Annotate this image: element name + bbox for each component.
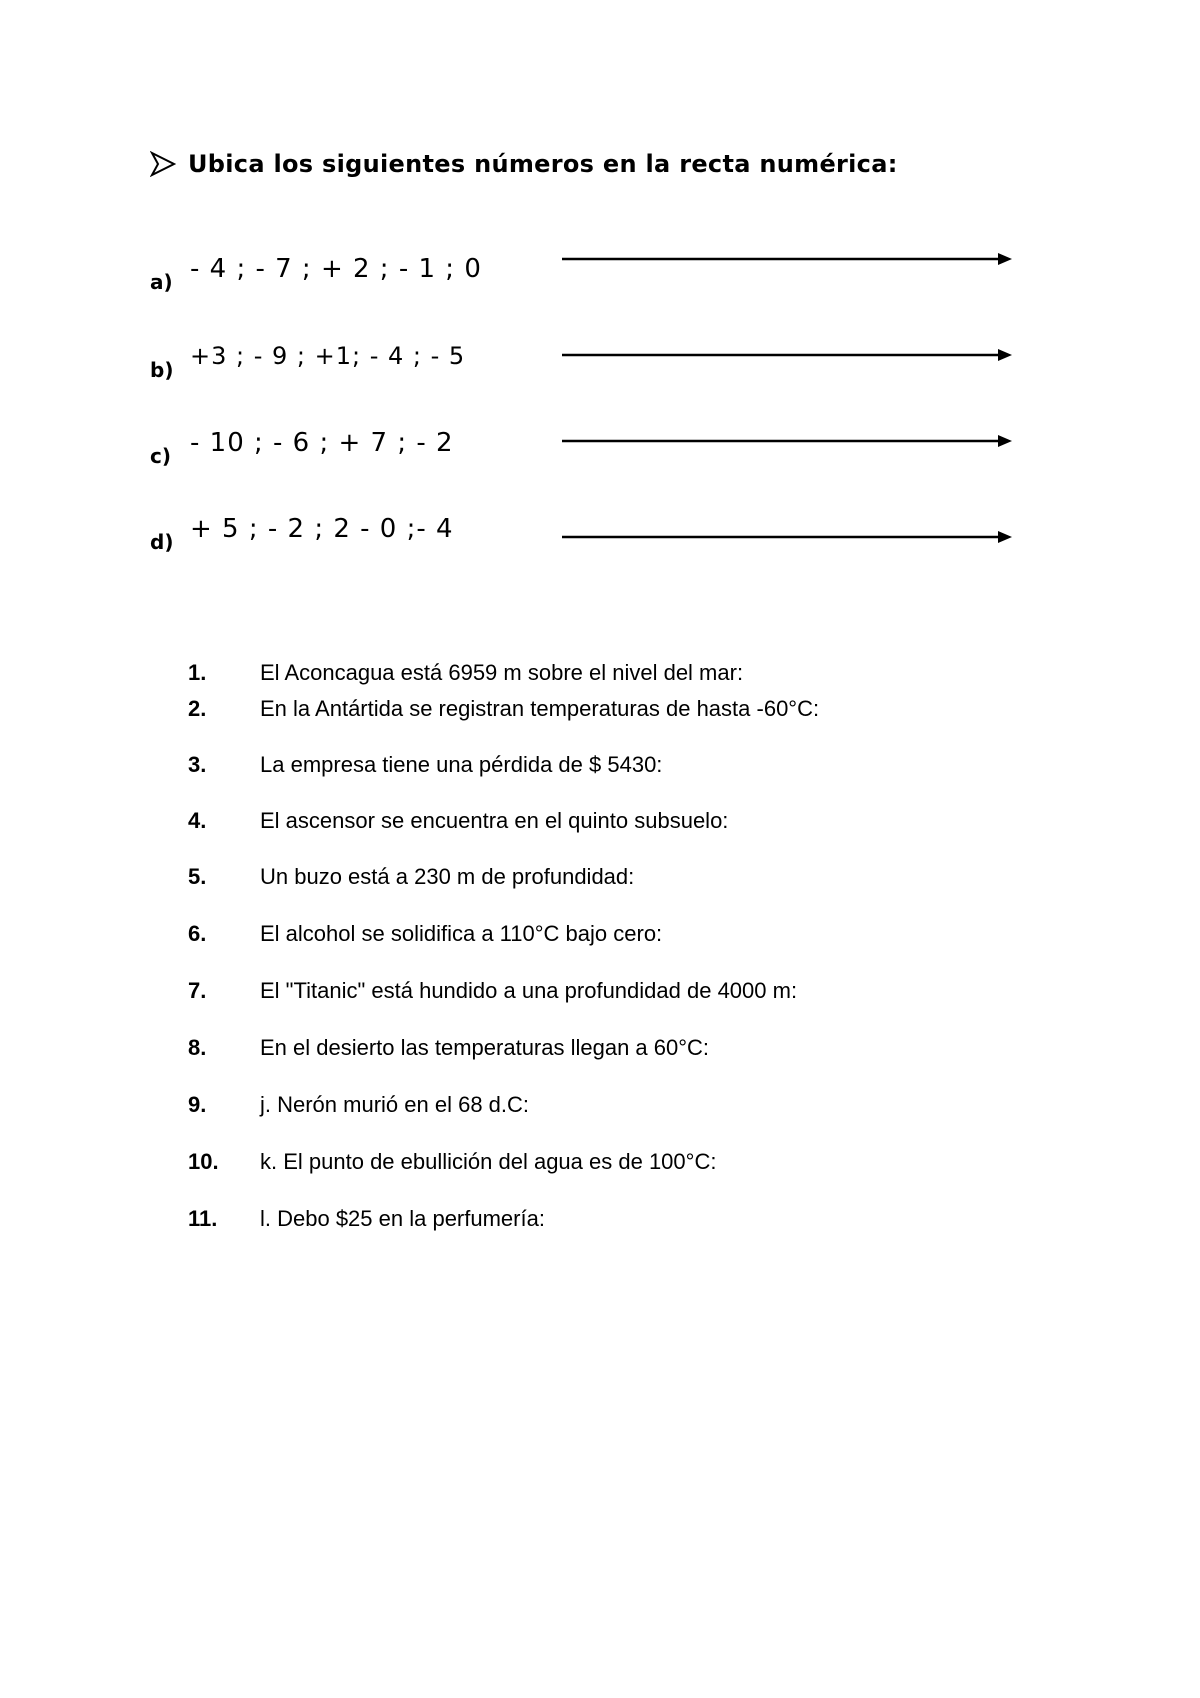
instruction-heading	[150, 150, 898, 178]
item-text: El ascensor se encuentra en el quinto subsuelo:	[260, 808, 729, 833]
item-text: El Aconcagua está 6959 m sobre el nivel del mar:	[260, 660, 744, 685]
arrowhead-bullet-icon	[150, 151, 176, 177]
list-item	[188, 752, 662, 778]
item-text: j. Nerón murió en el 68 d.C:	[260, 1092, 530, 1117]
number-line-arrow-icon	[562, 252, 1012, 266]
number-line-arrow-icon	[562, 348, 1012, 362]
item-number: 9.	[188, 1092, 207, 1117]
exercise-numbers: + 5 ; - 2 ; 2 - 0 ;- 4	[190, 514, 454, 544]
number-line-arrow-icon	[562, 530, 1012, 544]
exercise-c	[150, 414, 1050, 474]
list-item	[188, 1149, 716, 1175]
list-item	[188, 978, 797, 1004]
list-item	[188, 1206, 545, 1232]
item-number: 5.	[188, 864, 207, 889]
item-number: 10.	[188, 1149, 219, 1174]
exercise-letter: d)	[150, 530, 174, 554]
item-text: En la Antártida se registran temperaturas de hasta -60°C:	[260, 696, 820, 721]
list-item	[188, 808, 728, 834]
item-number: 11.	[188, 1206, 218, 1231]
list-item	[188, 864, 634, 890]
instruction-title: Ubica los siguientes números en la recta numérica:	[188, 150, 898, 178]
item-text: k. El punto de ebullición del agua es de 100°C:	[260, 1149, 717, 1174]
exercise-a	[150, 240, 1050, 300]
item-text: El "Titanic" está hundido a una profundidad de 4000 m:	[260, 978, 798, 1003]
list-item	[188, 660, 743, 686]
exercise-b	[150, 328, 1050, 388]
exercise-d	[150, 500, 1050, 560]
item-number: 8.	[188, 1035, 207, 1060]
item-number: 7.	[188, 978, 207, 1003]
exercise-letter: c)	[150, 444, 171, 468]
list-item	[188, 696, 819, 722]
number-line-arrow-icon	[562, 434, 1012, 448]
item-number: 4.	[188, 808, 207, 833]
exercise-letter: a)	[150, 270, 173, 294]
item-text: l. Debo $25 en la perfumería:	[260, 1206, 545, 1231]
item-text: Un buzo está a 230 m de profundidad:	[260, 864, 635, 889]
item-number: 2.	[188, 696, 207, 721]
list-item	[188, 921, 662, 947]
item-number: 3.	[188, 752, 207, 777]
item-text: En el desierto las temperaturas llegan a 60°C:	[260, 1035, 710, 1060]
exercise-numbers: - 10 ; - 6 ; + 7 ; - 2	[190, 428, 454, 458]
exercise-numbers: +3 ; - 9 ; +1; - 4 ; - 5	[190, 342, 466, 370]
item-number: 6.	[188, 921, 207, 946]
list-item	[188, 1035, 709, 1061]
exercise-letter: b)	[150, 358, 174, 382]
item-number: 1.	[188, 660, 207, 685]
item-text: El alcohol se solidifica a 110°C bajo cero:	[260, 921, 663, 946]
exercise-numbers: - 4 ; - 7 ; + 2 ; - 1 ; 0	[190, 254, 482, 284]
item-text: La empresa tiene una pérdida de $ 5430:	[260, 752, 663, 777]
list-item	[188, 1092, 529, 1118]
